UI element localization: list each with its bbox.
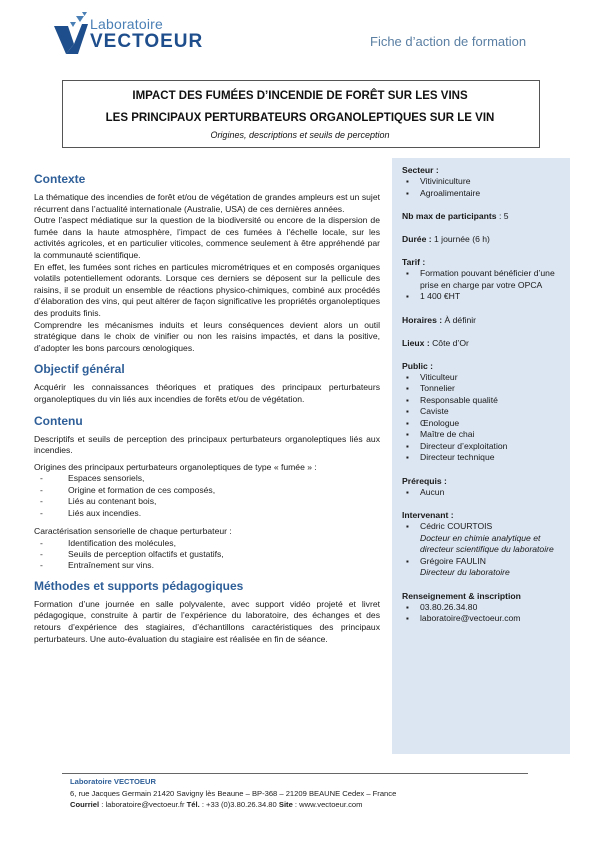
heading-contenu: Contenu	[34, 413, 83, 428]
list-item: ▪ Œnologue	[406, 418, 566, 430]
sidebar-lieux	[402, 337, 566, 349]
duree-label: Durée :	[402, 234, 432, 244]
list-item: ▪ Maître de chai	[406, 429, 566, 441]
intervenant-1-role: Docteur en chimie analytique et directeur scientifique du laboratoire	[420, 532, 554, 554]
contact-phone[interactable]: ▪ 03.80.26.34.80	[406, 602, 566, 614]
duree-value: 1 journée (6 h)	[431, 234, 490, 244]
list-item: - Identification des molécules,	[40, 538, 380, 549]
prerequis-label: Prérequis :	[402, 475, 447, 486]
list-item: ▪ Caviste	[406, 406, 566, 418]
sidebar-secteur	[402, 164, 566, 199]
sidebar-tarif	[402, 256, 566, 303]
logo-text-laboratoire: Laboratoire	[90, 16, 164, 32]
sidebar-horaires	[402, 314, 566, 326]
contenu-paragraph-2: Origines des principaux perturbateurs organoleptiques de type « fumée » :	[34, 461, 317, 472]
intervenant-2	[406, 556, 566, 579]
list-item: - Origine et formation de ces composés,	[40, 485, 380, 496]
contenu-paragraph-1: Descriptifs et seuils de perception des principaux perturbateurs organoleptiques liés aux incendies.	[34, 433, 380, 456]
participants-value: : 5	[496, 211, 509, 221]
list-item: - Entraînement sur vins.	[40, 560, 380, 571]
list-item: - Liés au contenant bois,	[40, 496, 380, 507]
sidebar-info-panel	[392, 158, 570, 754]
horaires-label: Horaires :	[402, 314, 443, 325]
title-line-1: IMPACT DES FUMÉES D’INCENDIE DE FORÊT SUR LES VINS	[132, 90, 468, 102]
intervenant-1-name: ▪ Cédric COURTOIS	[420, 521, 493, 531]
public-label: Public :	[402, 360, 434, 371]
list-item: ▪ Formation pouvant bénéficier d’une prise en charge par votre OPCA	[406, 268, 566, 291]
list-item: ▪ Aucun	[406, 487, 566, 499]
footer-contacts	[70, 800, 362, 809]
footer-divider	[62, 773, 528, 774]
contenu-list-origines	[34, 473, 380, 519]
contexte-paragraph-4: Comprendre les mécanismes induits et leurs conséquences devient alors un outil stratégique dans le choix de vinifier ou non les raisins impactés, et dans la positive, d’adopter les bons parcours œnologiques.	[34, 319, 380, 353]
vectoeur-logo-icon	[52, 10, 92, 56]
list-item: ▪ 1 400 €HT	[406, 291, 566, 303]
heading-methodes: Méthodes et supports pédagogiques	[34, 578, 244, 593]
sidebar-duree	[402, 233, 566, 245]
secteur-label: Secteur :	[402, 165, 439, 175]
footer-site-label: Site	[278, 800, 293, 809]
section-contenu	[34, 414, 380, 572]
list-item: ▪ Responsable qualité	[406, 395, 566, 407]
footer-courriel-label: Courriel	[70, 800, 100, 809]
list-item: ▪ Viticulteur	[406, 372, 566, 384]
list-item: ▪ Directeur technique	[406, 452, 566, 464]
lieux-value: Côte d’Or	[429, 337, 469, 348]
methodes-paragraph: Formation d’une journée en salle polyvalente, avec support vidéo projeté et livret pédagogique, construite à partir de l’expérience du laboratoire, des échanges et des retours d’expérience des stagiaires, d’échantillons caractéristiques des principaux perturbateurs. Une auto-évaluation du stagiaire est réalisée en fin de séance.	[34, 598, 380, 644]
list-item: ▪ Tonnelier	[406, 383, 566, 395]
main-content	[34, 172, 380, 651]
sidebar-contact	[402, 590, 566, 625]
contexte-paragraph-3: En effet, les fumées sont riches en particules micrométriques et en composés organiques volatils potentiellement odorants. Lorsque ces derniers se déposent sur la pellicule des raisins, il se produit un ensemble de réactions physico-chimiques, combiné aux procédés d’élaboration des vins, qui peut altérer de façon significative les propriétés organoleptiques des produits finis.	[34, 261, 380, 318]
section-objectif	[34, 362, 380, 405]
tarif-label: Tarif :	[402, 257, 426, 267]
list-item: ▪ Agroalimentaire	[406, 188, 566, 200]
contact-email[interactable]: ▪ laboratoire@vectoeur.com	[406, 613, 566, 625]
horaires-value: À définir	[442, 314, 477, 325]
logo-text-vectoeur: VECTOEUR	[90, 31, 204, 52]
sidebar-participants	[402, 210, 566, 222]
intervenant-1	[406, 521, 566, 556]
document-type: Fiche d’action de formation	[370, 34, 527, 49]
lieux-label: Lieux :	[402, 337, 430, 348]
participants-label: Nb max de participants	[402, 211, 497, 221]
contexte-paragraph-2: Outre l’aspect médiatique sur la question de la biodiversité ou encore de la dispersion de fumée dans la haute atmosphère, l’impact de ces fumées à l’échelle locale, sur les activités agricoles, et en particulier viticoles, commence seulement à être appréhendé par la communauté scientifique.	[34, 215, 380, 260]
list-item: - Espaces sensoriels,	[40, 473, 380, 484]
contenu-list-caracterisation	[34, 538, 380, 572]
heading-objectif: Objectif général	[34, 362, 125, 377]
list-item: - Liés aux incendies.	[40, 508, 380, 519]
heading-contexte: Contexte	[34, 172, 86, 186]
sidebar-prerequis	[402, 475, 566, 499]
sidebar-public	[402, 360, 566, 464]
section-methodes	[34, 579, 380, 645]
title-line-2: LES PRINCIPAUX PERTURBATEURS ORGANOLEPTIQUES SUR LE VIN	[105, 112, 495, 124]
section-contexte	[34, 172, 380, 354]
list-item: - Seuils de perception olfactifs et gustatifs,	[40, 549, 380, 560]
subtitle: Origines, descriptions et seuils de perception	[210, 130, 390, 140]
sidebar-intervenant	[402, 509, 566, 579]
footer-courriel-value[interactable]: : laboratoire@vectoeur.fr	[99, 800, 187, 809]
intervenant-label: Intervenant :	[402, 510, 454, 520]
footer-address: 6, rue Jacques Germain 21420 Savigny lès Beaune – BP-368 – 21209 BEAUNE Cedex – France	[70, 789, 397, 798]
footer-company: Laboratoire VECTOEUR	[70, 777, 156, 786]
intervenant-2-role: Directeur du laboratoire	[420, 567, 510, 577]
contenu-paragraph-3: Caractérisation sensorielle de chaque perturbateur :	[34, 525, 232, 536]
footer-tel-label: Tél.	[186, 800, 200, 809]
footer-site-value[interactable]: : www.vectoeur.com	[292, 800, 363, 809]
list-item: ▪ Directeur d’exploitation	[406, 441, 566, 453]
objectif-paragraph: Acquérir les connaissances théoriques et pratiques des principaux perturbateurs organoleptiques du vin liés aux incendies de forêts et/ou de végétation.	[34, 382, 380, 404]
list-item: ▪ Vitiviniculture	[406, 176, 566, 188]
footer-tel-value[interactable]: : +33 (0)3.80.26.34.80	[199, 800, 279, 809]
contact-label: Renseignement & inscription	[402, 590, 521, 601]
intervenant-2-name: ▪ Grégoire FAULIN	[420, 555, 486, 566]
contexte-paragraph-1: La thématique des incendies de forêt et/ou de végétation de grandes ampleurs est un sujet récurrent dans l’actualité internationale (Australie, USA) de ces dernières années.	[34, 192, 380, 214]
